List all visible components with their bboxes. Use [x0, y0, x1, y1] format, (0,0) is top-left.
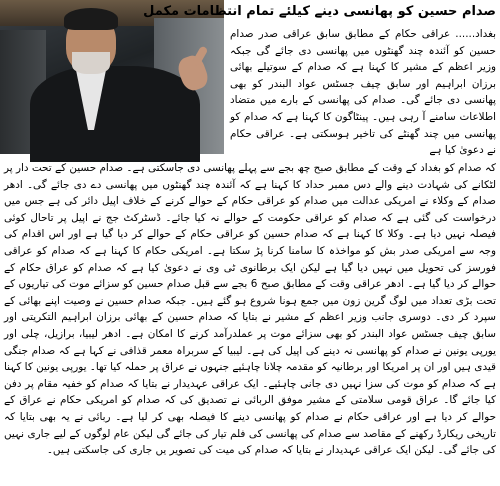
article-intro-paragraph: بغداد...... عراقی حکام کے مطابق سابق عراقی صدر صدام حسین کو آئندہ چند گھنٹوں میں پھانسی دی جائے گی جبکہ وزیر اعظم کے مشیر کا کہنا ہے کہ صدام کے سوتیلے بھائی برزان ابراہیم اور سابق چیف جسٹس عواد البندر کو بھی پھانسی دی جائے گی۔ صدام کی پھانسی کے بارے میں متضاد اطلاعات سامنے آ رہی ہیں۔ پینٹاگون کا کہنا ہے کہ صدام کو پھانسی میں چند گھنٹے کی تاخیر ہوسکتی ہے۔ عراقی حکام نے دعویٰ کیا ہے [230, 28, 496, 157]
article-body-paragraph: کہ صدام کو بغداد کے وقت کے مطابق صبح چھ بجے سے پہلے پھانسی دی جاسکتی ہے۔ صدام حسین کے تحت دار پر لٹکانے کی شہادت دینے والے دس ممبر حداد کا کہنا ہے کہ آئندہ چند گھنٹوں میں پھانسی دے دی جائے گی۔ ادھر صدام کے وکلاء نے امریکی عدالت میں صدام کو عراقی حکام کے حوالے کرنے کے خلاف اپیل دائر کی ہے جس میں درخواست کی گئی ہے کہ صدام کو عراقی حکومت کے حوالے نہ کیا جائے۔ ڈسٹرکٹ جج نے اپیل پر تاحال کوئی فیصلہ نہیں دیا ہے۔ وکلا کا کہنا ہے کہ صدام حسین کو عراقی حکام کے حوالے کر دیا گیا ہے اور اس اقدام کی وجہ سے امریکی صدر بش کو مواخذہ کا سامنا کرنا پڑ سکتا ہے۔ امریکی حکام کا کہنا ہے کہ صدام کو عراقی فورسز کی تحویل میں نہیں دیا گیا ہے لیکن ایک برطانوی ٹی وی نے دعویٰ کیا ہے کہ صدام کو عراق حکام کے حوالے کر دیا گیا ہے۔ ادھر عراقی وقت کے مطابق صبح 6 بجے سے قبل صدام حسین کو سزائے موت کی تیاریوں کے تحت بڑی تعداد میں لوگ گرین زون میں جمع ہونا شروع ہو گئے ہیں۔ جبکہ صدام حسین نے وصیت اپنے بھائی کے سپرد کر دی۔ دوسری جانب وزیر اعظم کے مشیر نے بتایا کہ صدام حسین کے بھائی برزان ابراہیم التکریتی اور سابق چیف جسٹس عواد البندر کو بھی سزائے موت پر عملدرآمد کرنے کا امکان ہے۔ ادھر لیبیا، برازیل، چلی اور یورپی یونین نے صدام کو پھانسی نہ دینے کی اپیل کی ہے۔ لیبیا کے سربراہ معمر قذافی نے کہا ہے کہ صدام جنگی قیدی ہیں اور ان پر امریکا اور برطانیہ کو مقدمہ چلانا چاہئیے جنہوں نے عراق پر حملہ کیا تھا۔ یورپی یونین کا کہنا ہے کہ صدام کو موت کی سزا نہیں دی جانی چاہئیے۔ ایک عراقی عہدیدار نے بتایا کہ صدام کو خفیہ مقام پر دفن کیا جائے گا۔ عراق قومی سلامتی کے مشیر موفق الربائی نے تصدیق کی کہ صدام کو امریکی حکام نے عراق کے حوالے کر دیا ہے اور عراقی حکام نے صدام کو پھانسی دینے کا فیصلہ بھی کر لیا ہے۔ ربائی نے یہ بھی بتایا کہ تاریخی ریکارڈ رکھنے کے مقاصد سے صدام کی پھانسی کی فلم تیار کی جائے گی لیکن عام لوگوں کے لیے جاری نہیں کی جائے گی۔ لیکن ایک عراقی عہدیدار نے بتایا کہ صدام کی میت کی تصویر یں جاری کی جاسکتی ہیں۔ [4, 162, 496, 457]
saddam-courtroom-photo [0, 0, 224, 154]
article-headline: صدام حسین کو پھانسی دینے کیلئے تمام انتظامات مکمل [143, 4, 496, 19]
